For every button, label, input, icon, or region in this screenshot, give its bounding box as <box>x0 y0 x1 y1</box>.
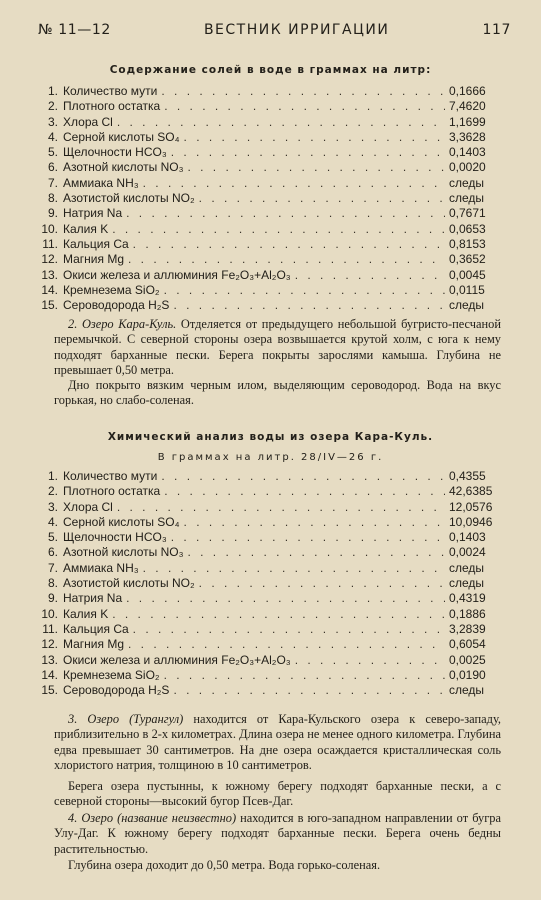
table-row <box>38 637 501 652</box>
table-row <box>38 145 501 160</box>
row-value: 0,0020 <box>449 160 486 175</box>
table-row <box>38 206 501 221</box>
table-row <box>38 298 501 313</box>
row-value: 0,0025 <box>449 652 486 667</box>
row-number: 14. <box>41 282 58 297</box>
row-number: 8. <box>47 576 58 591</box>
row-label: Серной кислоты SO₄ <box>63 514 180 529</box>
row-value: 0,0653 <box>449 221 486 236</box>
row-label: Окиси железа и аллюминия Fe₂O₃+Al₂O₃ <box>63 267 291 282</box>
row-label: Сероводорода H₂S <box>63 683 170 698</box>
dot-leader <box>112 222 445 237</box>
row-number: 10. <box>41 221 58 236</box>
dot-leader <box>295 653 445 668</box>
row-number: 7. <box>47 560 58 575</box>
table-row <box>38 622 501 637</box>
row-label: Хлора Cl <box>63 114 113 129</box>
row-label: Аммиака NH₃ <box>63 560 139 575</box>
dot-leader <box>143 561 445 576</box>
paragraph-lead: 3. Озеро (Турангул) <box>68 712 184 726</box>
salt-content-table <box>38 84 501 313</box>
paragraph-bottom: Дно покрыто вязким черным илом, выделяющим сероводород. Вода на вкус горькая, но слабо-соленая. <box>54 378 501 408</box>
row-value: 0,0024 <box>449 545 486 560</box>
table-row <box>38 500 501 515</box>
dot-leader <box>126 206 445 221</box>
dot-leader <box>171 530 445 545</box>
dot-leader <box>173 683 445 698</box>
row-value: 0,8153 <box>449 236 486 251</box>
table1-heading: Содержание солей в воде в граммах на литр: <box>109 64 432 76</box>
row-value: 10,0946 <box>449 514 493 529</box>
row-label: Кремнезема SiO₂ <box>63 282 160 297</box>
row-number: 11. <box>42 236 58 251</box>
row-label: Азотной кислоты NO₃ <box>63 160 184 175</box>
dot-leader <box>187 545 445 560</box>
row-number: 11. <box>42 621 58 636</box>
row-value: 0,1666 <box>449 84 486 98</box>
dot-leader <box>171 145 445 160</box>
table-row <box>38 160 501 175</box>
table-row <box>38 530 501 545</box>
row-number: 10. <box>41 606 58 621</box>
row-label: Азотистой кислоты NO₂ <box>63 576 195 591</box>
paragraph-turangul <box>54 712 501 773</box>
paragraph-lake-unknown <box>54 811 501 857</box>
row-label: Щелочности HCO₃ <box>63 530 167 545</box>
dot-leader <box>295 268 445 283</box>
row-number: 13. <box>41 267 58 282</box>
dot-leader <box>112 607 445 622</box>
row-label: Калия K <box>63 606 109 621</box>
table-row <box>38 561 501 576</box>
row-number: 4. <box>47 514 58 529</box>
row-number: 8. <box>47 191 58 206</box>
table-row <box>38 469 501 484</box>
paragraph-text: находится от Кара-Кульского озера к северо-западу, приблизительно в 2-х километрах. Длина озера не менее одного километра. Глубина едва превышает 30 сантиметров. На дне озера осаждается кристаллическая соль хлористого натрия, толщиною в 10 сантиметров. <box>54 712 501 772</box>
row-label: Азотистой кислоты NO₂ <box>63 191 195 206</box>
row-label: Кремнезема SiO₂ <box>63 667 160 682</box>
paragraph-lead: 2. Озеро Кара-Куль. <box>68 317 177 331</box>
row-value: 0,6054 <box>449 637 486 652</box>
dot-leader <box>199 191 445 206</box>
row-number: 14. <box>41 667 58 682</box>
table2-subheading: В граммах на литр. 28/IV—26 г. <box>157 452 384 463</box>
table-row <box>38 222 501 237</box>
row-label: Натрия Na <box>63 206 123 221</box>
table-row <box>38 191 501 206</box>
row-label: Азотной кислоты NO₃ <box>63 545 184 560</box>
row-value: 12,0576 <box>449 499 493 514</box>
dot-leader <box>128 252 445 267</box>
row-number: 13. <box>41 652 58 667</box>
row-value: 3,2839 <box>449 621 486 636</box>
dot-leader <box>117 500 445 515</box>
dot-leader <box>164 283 445 298</box>
dot-leader <box>126 591 445 606</box>
dot-leader <box>133 622 445 637</box>
table-row <box>38 252 501 267</box>
dot-leader <box>173 298 445 313</box>
row-value: 0,7671 <box>449 206 486 221</box>
row-value: 7,4620 <box>449 99 486 114</box>
row-label: Окиси железа и аллюминия Fe₂O₃+Al₂O₃ <box>63 652 291 667</box>
dot-leader <box>184 130 445 145</box>
dot-leader <box>199 576 445 591</box>
dot-leader <box>164 484 445 499</box>
row-label: Калия K <box>63 221 109 236</box>
table-row <box>38 683 501 698</box>
table-row <box>38 176 501 191</box>
row-number: 1. <box>47 469 58 483</box>
row-value: 42,6385 <box>449 484 493 499</box>
row-label: Натрия Na <box>63 591 123 606</box>
row-value: 0,0045 <box>449 267 486 282</box>
row-value: 0,4355 <box>449 469 486 483</box>
row-number: 6. <box>47 545 58 560</box>
row-number: 12. <box>41 252 58 267</box>
table-row <box>38 484 501 499</box>
row-value: 0,0190 <box>449 667 486 682</box>
row-number: 15. <box>41 298 58 313</box>
row-number: 9. <box>47 591 58 606</box>
row-value: следы <box>449 175 485 190</box>
row-value: 0,4319 <box>449 591 486 606</box>
row-value: следы <box>449 683 485 698</box>
row-label: Щелочности HCO₃ <box>63 145 167 160</box>
row-label: Магния Mg <box>63 637 125 652</box>
row-label: Плотного остатка <box>63 99 161 114</box>
row-number: 7. <box>47 175 58 190</box>
paragraph-shores: Берега озера пустынны, к южному берегу подходят барханные пески, а с северной стороны—высокий бугор Псев-Даг. <box>54 779 501 809</box>
row-number: 12. <box>41 637 58 652</box>
row-value: 0,1403 <box>449 145 486 160</box>
table2-heading: Химический анализ воды из озера Кара-Куль. <box>107 431 434 443</box>
table-row <box>38 237 501 252</box>
running-head <box>38 22 511 38</box>
row-label: Серной кислоты SO₄ <box>63 129 180 144</box>
issue-number: № 11—12 <box>38 22 111 38</box>
row-label: Кальция Ca <box>63 621 129 636</box>
row-value: следы <box>449 298 485 313</box>
dot-leader <box>184 515 445 530</box>
dot-leader <box>143 176 445 191</box>
dot-leader <box>187 160 445 175</box>
row-label: Кальция Ca <box>63 236 129 251</box>
row-label: Плотного остатка <box>63 484 161 499</box>
row-value: следы <box>449 191 485 206</box>
dot-leader <box>117 115 445 130</box>
row-number: 5. <box>47 530 58 545</box>
table-row <box>38 115 501 130</box>
dot-leader <box>164 668 445 683</box>
table-row <box>38 515 501 530</box>
paragraph-lead: 4. Озеро (название неизвестно) <box>68 811 237 825</box>
row-number: 2. <box>47 484 58 499</box>
journal-title: ВЕСТНИК ИРРИГАЦИИ <box>203 22 390 38</box>
row-value: 0,1403 <box>449 530 486 545</box>
row-value: 0,1886 <box>449 606 486 621</box>
row-value: следы <box>449 576 485 591</box>
paragraph-depth: Глубина озера доходит до 0,50 метра. Вода горько-соленая. <box>68 858 381 872</box>
row-number: 2. <box>47 99 58 114</box>
table-row <box>38 668 501 683</box>
row-label: Сероводорода H₂S <box>63 298 170 313</box>
dot-leader <box>128 637 445 652</box>
row-label: Хлора Cl <box>63 499 113 514</box>
row-number: 4. <box>47 129 58 144</box>
table-row <box>38 607 501 622</box>
table-row <box>38 591 501 606</box>
table-row <box>38 653 501 668</box>
table-row <box>38 545 501 560</box>
dot-leader <box>161 469 445 484</box>
paragraph-text: Отделяется от предыдущего небольшой бугристо-песчаной перемычкой. С северной стороны озера возвышается крутой холм, с юга к нему подходят барханные пески. Берега покрыты зарослями камыша. Глубина не превышает 0,50 метра. <box>54 317 501 377</box>
table-row <box>38 283 501 298</box>
row-label: Количество мути <box>63 469 158 483</box>
row-value: 0,0115 <box>449 282 485 297</box>
row-label: Количество мути <box>63 84 158 98</box>
table-row <box>38 268 501 283</box>
kara-kul-analysis-table <box>38 469 501 698</box>
row-number: 3. <box>47 114 58 129</box>
row-number: 9. <box>47 206 58 221</box>
table-row <box>38 84 501 99</box>
page-number: 117 <box>482 22 511 38</box>
dot-leader <box>164 99 445 114</box>
row-value: следы <box>449 560 485 575</box>
paragraph-text: находится в юго-западном направлении от бугра Улу-Даг. К южному берегу подходят барханные пески. Берега очень бедны растительностью. <box>54 811 501 856</box>
row-value: 1,1699 <box>449 114 486 129</box>
table-row <box>38 130 501 145</box>
dot-leader <box>133 237 445 252</box>
row-number: 3. <box>47 499 58 514</box>
row-number: 15. <box>41 683 58 698</box>
row-number: 1. <box>47 84 58 98</box>
paragraph-kara-kul <box>54 317 501 378</box>
row-label: Магния Mg <box>63 252 125 267</box>
row-value: 0,3652 <box>449 252 486 267</box>
row-value: 3,3628 <box>449 129 486 144</box>
row-number: 5. <box>47 145 58 160</box>
row-label: Аммиака NH₃ <box>63 175 139 190</box>
table-row <box>38 576 501 591</box>
dot-leader <box>161 84 445 99</box>
table-row <box>38 99 501 114</box>
row-number: 6. <box>47 160 58 175</box>
